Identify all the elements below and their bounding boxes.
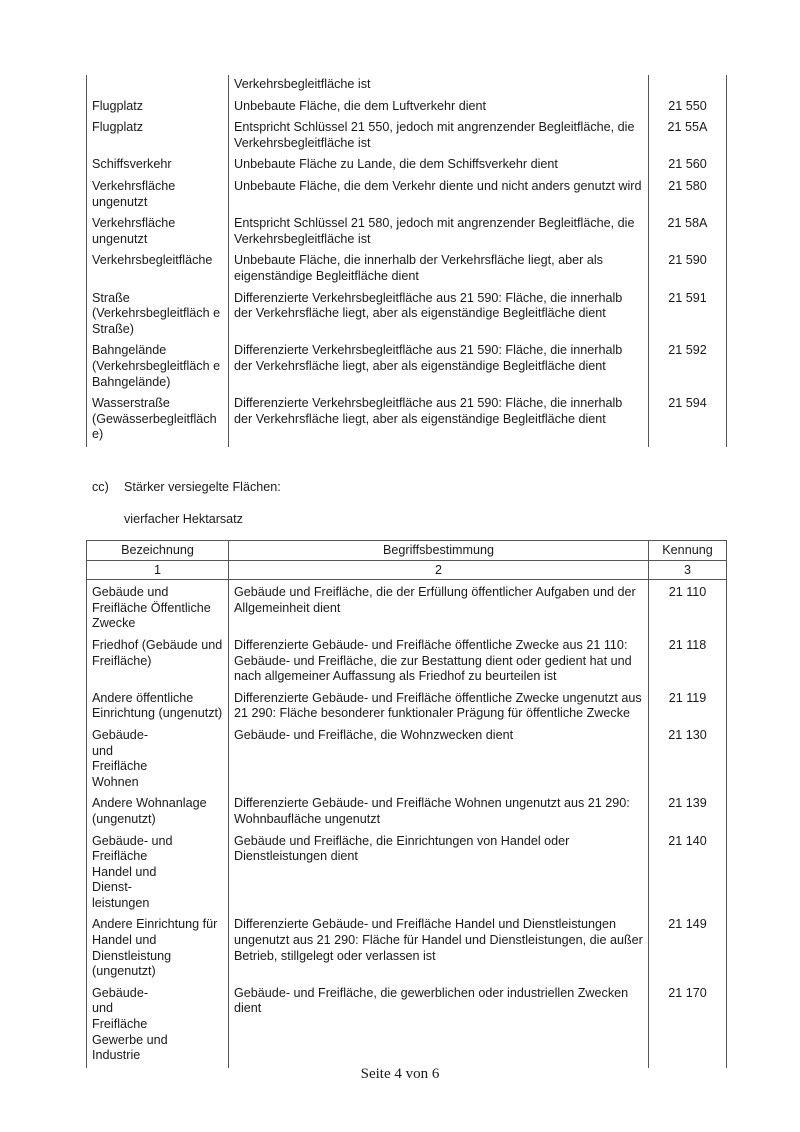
header-begriffsbestimmung: Begriffsbestimmung	[229, 541, 649, 561]
kennung-cell	[649, 75, 727, 97]
bezeichnung-cell: Straße (Verkehrsbegleitfläch e Straße)	[87, 289, 229, 342]
bezeichnung-cell: Verkehrsfläche ungenutzt	[87, 177, 229, 214]
bezeichnung-cell: Andere Einrichtung für Handel und Dienstleistung (ungenutzt)	[87, 915, 229, 983]
bezeichnung-cell: Andere Wohnanlage (ungenutzt)	[87, 794, 229, 831]
begriff-cell: Unbebaute Fläche, die innerhalb der Verkehrsfläche liegt, aber als eigenständige Begleitfläche dient	[229, 251, 649, 288]
begriff-cell: Differenzierte Gebäude- und Freifläche Handel und Dienstleistungen ungenutzt aus 21 290: Fläche für Handel und Dienstleistungen, die außer Betrieb, stillgelegt oder verlassen ist	[229, 915, 649, 983]
begriff-cell: Differenzierte Gebäude- und Freifläche öffentliche Zwecke ungenutzt aus 21 290: Fläche besonderer funktionaler Prägung für öffentliche Zwecke	[229, 689, 649, 726]
bezeichnung-cell: Schiffsverkehr	[87, 155, 229, 177]
kennung-cell: 21 594	[649, 394, 727, 447]
rate-text: vierfacher Hektarsatz	[124, 512, 243, 526]
table-row	[87, 289, 727, 342]
kennung-cell: 21 130	[649, 726, 727, 794]
begriff-cell: Verkehrsbegleitfläche ist	[229, 75, 649, 97]
table-row	[87, 75, 727, 97]
begriff-cell: Unbebaute Fläche zu Lande, die dem Schiffsverkehr dient	[229, 155, 649, 177]
kennung-cell: 21 140	[649, 832, 727, 916]
kennung-cell: 21 591	[649, 289, 727, 342]
kennung-cell: 21 170	[649, 984, 727, 1068]
table-row	[87, 794, 727, 831]
kennung-cell: 21 550	[649, 97, 727, 119]
kennung-cell: 21 119	[649, 689, 727, 726]
section-heading	[92, 480, 281, 494]
table-row	[87, 394, 727, 447]
column-number: 3	[649, 560, 727, 580]
land-use-table-continued	[86, 75, 727, 447]
begriff-cell: Gebäude- und Freifläche, die Wohnzwecken dient	[229, 726, 649, 794]
bezeichnung-cell: Gebäude und Freifläche Öffentliche Zwecke	[87, 580, 229, 636]
begriff-cell: Gebäude und Freifläche, die Einrichtungen von Handel oder Dienstleistungen dient	[229, 832, 649, 916]
begriff-cell: Differenzierte Gebäude- und Freifläche Wohnen ungenutzt aus 21 290: Wohnbaufläche ungenutzt	[229, 794, 649, 831]
kennung-cell: 21 58A	[649, 214, 727, 251]
column-number: 2	[229, 560, 649, 580]
kennung-cell: 21 580	[649, 177, 727, 214]
table-row	[87, 580, 727, 636]
page-number: Seite 4 von 6	[360, 1066, 440, 1082]
bezeichnung-cell: Bahngelände (Verkehrsbegleitfläch e Bahngelände)	[87, 341, 229, 394]
table-row	[87, 915, 727, 983]
begriff-cell: Gebäude und Freifläche, die der Erfüllung öffentlicher Aufgaben und der Allgemeinheit dient	[229, 580, 649, 636]
table-row	[87, 832, 727, 916]
kennung-cell: 21 139	[649, 794, 727, 831]
bezeichnung-cell: Gebäude- und Freifläche Gewerbe und Industrie	[87, 984, 229, 1068]
bezeichnung-cell: Gebäude- und Freifläche Handel und Dienst-leistungen	[87, 832, 229, 916]
bezeichnung-cell: Flugplatz	[87, 97, 229, 119]
kennung-cell: 21 149	[649, 915, 727, 983]
bezeichnung-cell: Flugplatz	[87, 118, 229, 155]
column-number: 1	[87, 560, 229, 580]
bezeichnung-cell: Gebäude- und Freifläche Wohnen	[87, 726, 229, 794]
begriff-cell: Entspricht Schlüssel 21 550, jedoch mit angrenzender Begleitfläche, die Verkehrsbegleitfläche ist	[229, 118, 649, 155]
begriff-cell: Differenzierte Verkehrsbegleitfläche aus 21 590: Fläche, die innerhalb der Verkehrsfläche liegt, aber als eigenständige Begleitfläche dient	[229, 394, 649, 447]
table-row	[87, 118, 727, 155]
begriff-cell: Unbebaute Fläche, die dem Luftverkehr dient	[229, 97, 649, 119]
table-row	[87, 726, 727, 794]
sealed-areas-table	[86, 540, 727, 1068]
kennung-cell: 21 110	[649, 580, 727, 636]
table-row	[87, 984, 727, 1068]
begriff-cell: Gebäude- und Freifläche, die gewerblichen oder industriellen Zwecken dient	[229, 984, 649, 1068]
table-row	[87, 177, 727, 214]
table-row	[87, 341, 727, 394]
begriff-cell: Unbebaute Fläche, die dem Verkehr diente und nicht anders genutzt wird	[229, 177, 649, 214]
section-label: cc)	[92, 480, 109, 494]
column-number-row	[87, 560, 727, 580]
bezeichnung-cell: Verkehrsbegleitfläche	[87, 251, 229, 288]
table-row	[87, 155, 727, 177]
kennung-cell: 21 118	[649, 636, 727, 689]
section-title: Stärker versiegelte Flächen:	[124, 480, 281, 494]
begriff-cell: Differenzierte Verkehrsbegleitfläche aus 21 590: Fläche, die innerhalb der Verkehrsfläche liegt, aber als eigenständige Begleitfläche dient	[229, 289, 649, 342]
header-bezeichnung: Bezeichnung	[87, 541, 229, 561]
kennung-cell: 21 560	[649, 155, 727, 177]
kennung-cell: 21 592	[649, 341, 727, 394]
header-kennung: Kennung	[649, 541, 727, 561]
begriff-cell: Entspricht Schlüssel 21 580, jedoch mit angrenzender Begleitfläche, die Verkehrsbegleitfläche ist	[229, 214, 649, 251]
table-row	[87, 636, 727, 689]
table-row	[87, 251, 727, 288]
bezeichnung-cell: Wasserstraße (Gewässerbegleitfläch e)	[87, 394, 229, 447]
bezeichnung-cell: Andere öffentliche Einrichtung (ungenutzt)	[87, 689, 229, 726]
table-header-row	[87, 541, 727, 561]
table-row	[87, 689, 727, 726]
begriff-cell: Differenzierte Gebäude- und Freifläche öffentliche Zwecke aus 21 110: Gebäude- und Freifläche, die zur Bestattung dient oder gedient hat und nach allgemeiner Auffassung als Friedhof zu beurteilen ist	[229, 636, 649, 689]
bezeichnung-cell: Friedhof (Gebäude und Freifläche)	[87, 636, 229, 689]
kennung-cell: 21 590	[649, 251, 727, 288]
bezeichnung-cell	[87, 75, 229, 97]
bezeichnung-cell: Verkehrsfläche ungenutzt	[87, 214, 229, 251]
table-row	[87, 97, 727, 119]
kennung-cell: 21 55A	[649, 118, 727, 155]
begriff-cell: Differenzierte Verkehrsbegleitfläche aus 21 590: Fläche, die innerhalb der Verkehrsfläche liegt, aber als eigenständige Begleitfläche dient	[229, 341, 649, 394]
table-row	[87, 214, 727, 251]
